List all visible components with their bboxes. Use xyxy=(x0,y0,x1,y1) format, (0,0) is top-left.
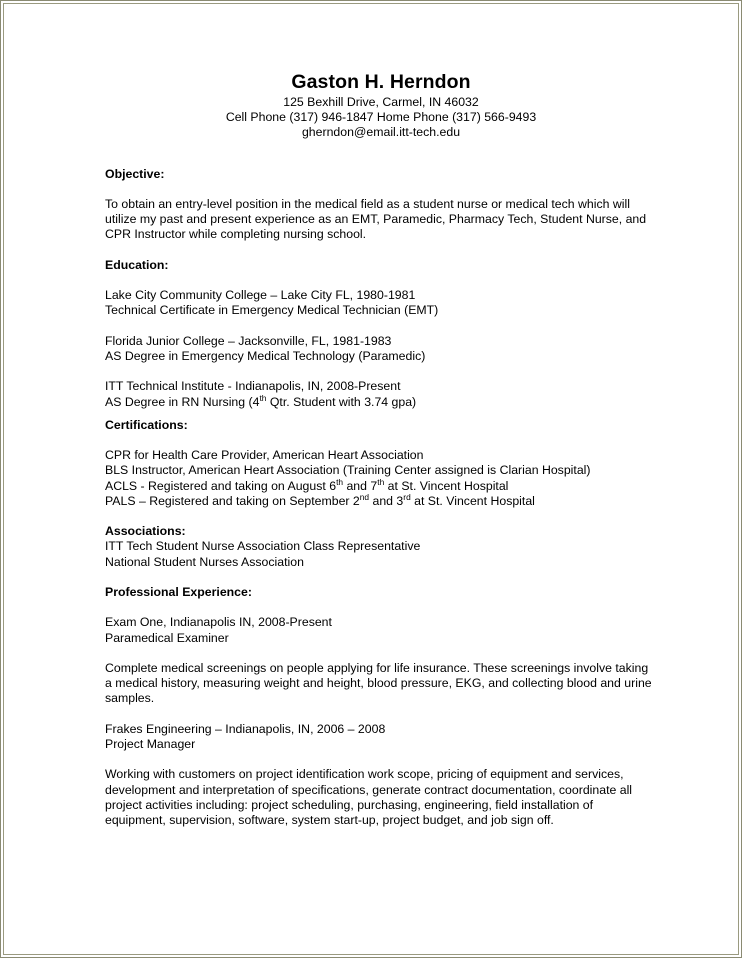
experience-entry xyxy=(105,615,657,706)
certification-item xyxy=(105,476,657,494)
objective-heading: Objective: xyxy=(105,166,165,181)
ordinal-suffix: th xyxy=(336,476,344,487)
associations-heading: Associations: xyxy=(105,524,186,539)
certifications-heading: Certifications: xyxy=(105,417,188,432)
education-entry xyxy=(105,288,657,318)
experience-description: Complete medical screenings on people applying for life insurance. These screenings involve taking a medical history, measuring weight and height, blood pressure, EKG, and collecting blood and urine samples. xyxy=(105,660,652,706)
resume-header xyxy=(105,70,657,141)
spacer xyxy=(105,243,657,258)
education-degree xyxy=(105,392,657,410)
spacer xyxy=(105,273,657,288)
spacer xyxy=(105,433,657,448)
experience-title: Paramedical Examiner xyxy=(105,630,229,645)
spacer xyxy=(105,600,657,615)
spacer xyxy=(105,509,657,524)
experience-employer: Exam One, Indianapolis IN, 2008-Present xyxy=(105,615,332,630)
spacer xyxy=(105,570,657,585)
spacer xyxy=(105,707,657,722)
education-school: Florida Junior College – Jacksonville, FL, 1981-1983 xyxy=(105,333,392,348)
certification-item: BLS Instructor, American Heart Association (Training Center assigned is Clarian Hospital) xyxy=(105,463,591,478)
cert-text-suffix: at St. Vincent Hospital xyxy=(410,493,535,508)
cert-text-mid: and 3 xyxy=(369,493,404,508)
page-inner-frame xyxy=(3,3,739,955)
spacer xyxy=(105,410,657,418)
education-school: ITT Technical Institute - Indianapolis, IN, 2008-Present xyxy=(105,379,401,394)
resume-content xyxy=(105,70,657,828)
spacer xyxy=(105,646,657,661)
objective-text: To obtain an entry-level position in the medical field as a student nurse or medical tech which will utilize my past and present experience as an EMT, Paramedic, Pharmacy Tech, Student Nurse, and CPR Instructor while completing nursing school. xyxy=(105,197,647,242)
candidate-name: Gaston H. Herndon xyxy=(291,71,471,93)
cert-text-suffix: at St. Vincent Hospital xyxy=(384,478,509,493)
experience-employer: Frakes Engineering – Indianapolis, IN, 2006 – 2008 xyxy=(105,721,386,736)
degree-text-suffix: Qtr. Student with 3.74 gpa) xyxy=(266,394,417,409)
education-entry xyxy=(105,379,657,409)
professional-experience-heading: Professional Experience: xyxy=(105,584,252,599)
spacer xyxy=(105,364,657,379)
experience-entry xyxy=(105,722,657,828)
education-degree: AS Degree in Emergency Medical Technology (Paramedic) xyxy=(105,348,426,363)
association-item: ITT Tech Student Nurse Association Class Representative xyxy=(105,539,421,554)
spacer xyxy=(105,182,657,197)
ordinal-suffix: nd xyxy=(359,491,370,502)
cert-text-prefix: ACLS - Registered and taking on August 6 xyxy=(105,478,337,493)
ordinal-suffix: th xyxy=(259,392,267,403)
section-education xyxy=(105,258,657,410)
experience-description: Working with customers on project identification work scope, pricing of equipment and services, development and interpretation of specifications, generate contract documentation, coordinate all project activities including: project scheduling, purchasing, engineering, field installation of equipment, supervision, software, system start-up, project budget, and job sign off. xyxy=(105,767,633,827)
association-item: National Student Nurses Association xyxy=(105,554,304,569)
cert-text-mid: and 7 xyxy=(343,478,378,493)
degree-text-prefix: AS Degree in RN Nursing (4 xyxy=(105,394,260,409)
section-certifications xyxy=(105,418,657,509)
certification-item xyxy=(105,491,657,509)
experience-title: Project Manager xyxy=(105,736,196,751)
candidate-email: gherndon@email.itt-tech.edu xyxy=(301,125,461,140)
ordinal-suffix: rd xyxy=(403,491,411,502)
candidate-address: 125 Bexhill Drive, Carmel, IN 46032 xyxy=(283,95,479,109)
education-degree: Technical Certificate in Emergency Medical Technician (EMT) xyxy=(105,303,439,318)
section-objective xyxy=(105,167,657,243)
spacer xyxy=(105,752,657,767)
education-entry xyxy=(105,334,657,364)
education-school: Lake City Community College – Lake City FL, 1980-1981 xyxy=(105,288,416,303)
education-heading: Education: xyxy=(105,257,169,272)
cert-text-prefix: PALS – Registered and taking on September 2 xyxy=(105,493,360,508)
spacer xyxy=(105,141,657,167)
candidate-phones: Cell Phone (317) 946-1847 Home Phone (317) 566-9493 xyxy=(225,110,537,125)
section-associations xyxy=(105,524,657,570)
section-professional-experience xyxy=(105,585,657,828)
ordinal-suffix: th xyxy=(377,476,385,487)
certification-item: CPR for Health Care Provider, American Heart Association xyxy=(105,448,424,463)
spacer xyxy=(105,319,657,334)
